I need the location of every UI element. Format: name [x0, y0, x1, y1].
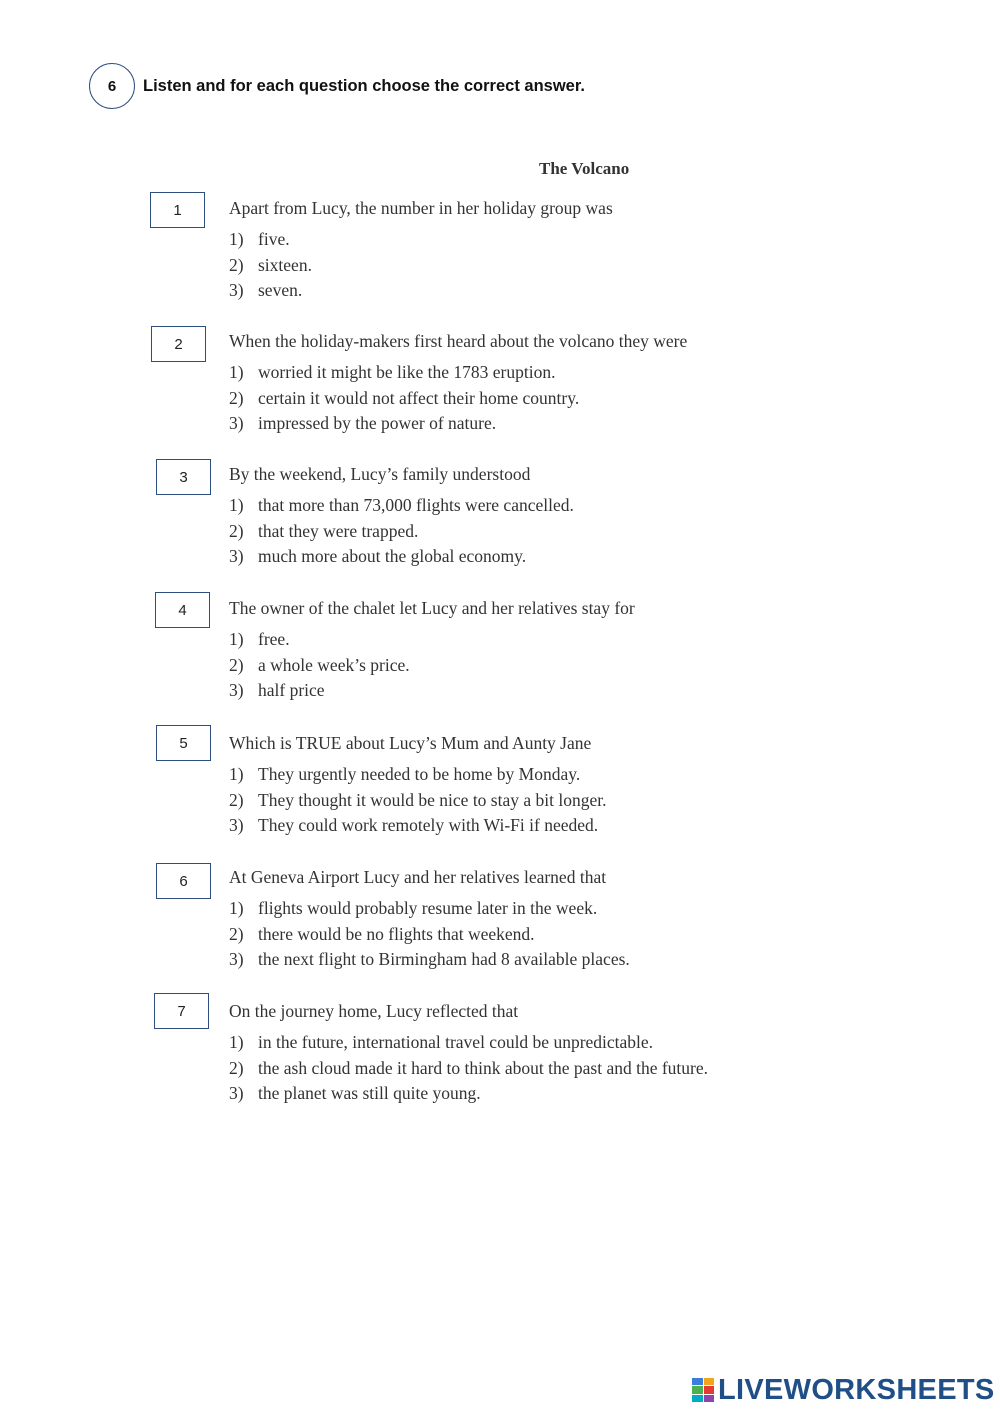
option-text: certain it would not affect their home country.	[258, 387, 580, 408]
answer-box-label: 3	[179, 468, 188, 486]
option-number: 3)	[229, 280, 244, 300]
question-7	[229, 1001, 889, 1107]
option-number: 2)	[229, 254, 244, 275]
option-list	[229, 493, 889, 570]
option-text: worried it might be like the 1783 eruption.	[258, 362, 556, 382]
option-number: 2)	[229, 654, 244, 675]
logo-tile	[704, 1378, 715, 1385]
option-text: They could work remotely with Wi-Fi if needed.	[258, 815, 599, 835]
option-number: 2)	[229, 387, 244, 408]
option-number: 3)	[229, 680, 244, 700]
option-number: 2)	[229, 789, 244, 810]
answer-box-6[interactable]	[156, 863, 211, 899]
option-list	[229, 227, 889, 304]
option-3	[229, 544, 889, 570]
worksheet-title: The Volcano	[539, 159, 630, 178]
option-text: much more about the global economy.	[258, 546, 527, 566]
exercise-number-circle	[89, 63, 135, 109]
option-1	[229, 1030, 889, 1056]
option-2	[229, 922, 889, 948]
question-stem: At Geneva Airport Lucy and her relatives learned that	[229, 867, 607, 887]
option-number: 1)	[229, 229, 244, 249]
answer-box-5[interactable]	[156, 725, 211, 761]
option-number: 2)	[229, 520, 244, 541]
option-number: 3)	[229, 546, 244, 566]
option-number: 2)	[229, 923, 244, 944]
option-text: the planet was still quite young.	[258, 1083, 481, 1103]
option-text: that more than 73,000 flights were cancelled.	[258, 495, 574, 515]
option-2	[229, 788, 889, 814]
question-3	[229, 464, 889, 570]
option-1	[229, 493, 889, 519]
option-2	[229, 519, 889, 545]
question-4	[229, 598, 889, 704]
answer-box-label: 7	[177, 1002, 186, 1020]
option-number: 2)	[229, 1057, 244, 1078]
question-2	[229, 331, 889, 437]
option-3	[229, 1081, 889, 1107]
option-number: 1)	[229, 898, 244, 918]
option-list	[229, 627, 889, 704]
option-1	[229, 896, 889, 922]
option-text: the next flight to Birmingham had 8 available places.	[258, 949, 630, 969]
option-3	[229, 678, 889, 704]
question-stem: By the weekend, Lucy’s family understood	[229, 464, 531, 484]
option-text: there would be no flights that weekend.	[258, 923, 535, 944]
exercise-instruction: Listen and for each question choose the correct answer.	[143, 77, 585, 95]
option-number: 3)	[229, 413, 244, 433]
option-1	[229, 360, 889, 386]
answer-box-3[interactable]	[156, 459, 211, 495]
answer-box-7[interactable]	[154, 993, 209, 1029]
option-text: half price	[258, 680, 325, 700]
answer-box-1[interactable]	[150, 192, 205, 228]
question-5	[229, 733, 889, 839]
answer-box-4[interactable]	[155, 592, 210, 628]
question-1	[229, 198, 889, 304]
option-3	[229, 411, 889, 437]
logo-tile	[692, 1386, 703, 1393]
question-stem: Which is TRUE about Lucy’s Mum and Aunty Jane	[229, 733, 592, 753]
exercise-number: 6	[107, 77, 117, 95]
option-1	[229, 762, 889, 788]
option-text: in the future, international travel could be unpredictable.	[258, 1032, 654, 1052]
option-text: flights would probably resume later in the week.	[258, 898, 598, 918]
option-2	[229, 386, 889, 412]
question-stem: When the holiday-makers first heard about the volcano they were	[229, 331, 688, 351]
option-text: impressed by the power of nature.	[258, 413, 497, 433]
logo-tile	[704, 1386, 715, 1393]
answer-box-label: 4	[178, 601, 187, 619]
answer-box-label: 6	[179, 872, 188, 890]
option-text: They urgently needed to be home by Monday.	[258, 764, 581, 784]
answer-box-label: 2	[174, 335, 183, 353]
option-number: 1)	[229, 629, 244, 649]
option-number: 3)	[229, 1083, 244, 1103]
option-list	[229, 762, 889, 839]
option-2	[229, 1056, 889, 1082]
option-text: seven.	[258, 280, 303, 300]
option-list	[229, 360, 889, 437]
option-text: sixteen.	[258, 254, 312, 275]
option-3	[229, 278, 889, 304]
option-text: that they were trapped.	[258, 520, 419, 541]
option-text: They thought it would be nice to stay a bit longer.	[258, 789, 607, 810]
liveworksheets-logo-icon	[692, 1378, 714, 1402]
option-text: free.	[258, 629, 290, 649]
logo-tile	[692, 1378, 703, 1385]
liveworksheets-logo	[692, 1375, 995, 1405]
option-3	[229, 813, 889, 839]
option-2	[229, 653, 889, 679]
option-number: 1)	[229, 495, 244, 515]
question-stem: On the journey home, Lucy reflected that	[229, 1001, 519, 1021]
answer-box-2[interactable]	[151, 326, 206, 362]
option-text: a whole week’s price.	[258, 654, 410, 675]
option-number: 1)	[229, 362, 244, 382]
liveworksheets-logo-text: LIVEWORKSHEETS	[718, 1374, 995, 1406]
answer-box-label: 1	[173, 201, 182, 219]
question-stem: The owner of the chalet let Lucy and her relatives stay for	[229, 598, 635, 618]
option-number: 1)	[229, 1032, 244, 1052]
option-list	[229, 896, 889, 973]
option-list	[229, 1030, 889, 1107]
option-1	[229, 627, 889, 653]
option-text: the ash cloud made it hard to think about the past and the future.	[258, 1057, 709, 1078]
option-2	[229, 253, 889, 279]
answer-box-label: 5	[179, 734, 188, 752]
option-text: five.	[258, 229, 290, 249]
question-6	[229, 867, 889, 973]
option-number: 1)	[229, 764, 244, 784]
option-number: 3)	[229, 815, 244, 835]
logo-tile	[692, 1395, 703, 1402]
logo-tile	[704, 1395, 715, 1402]
option-3	[229, 947, 889, 973]
question-stem: Apart from Lucy, the number in her holiday group was	[229, 198, 613, 218]
option-1	[229, 227, 889, 253]
option-number: 3)	[229, 949, 244, 969]
